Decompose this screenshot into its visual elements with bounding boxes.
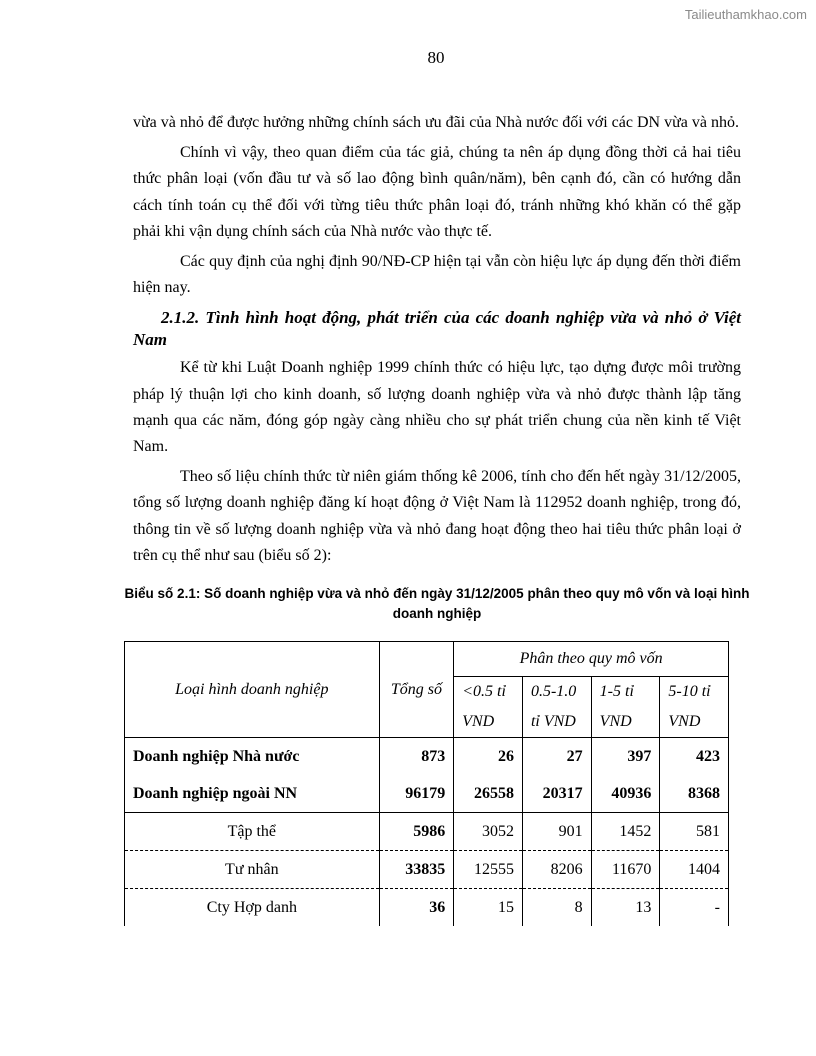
header-total: Tổng số — [379, 642, 454, 738]
row-c4: 8368 — [660, 775, 729, 813]
header-capital-3: 1-5 tỉ VND — [591, 677, 660, 738]
row-c3: 40936 — [591, 775, 660, 813]
row-total: 873 — [379, 738, 454, 776]
row-name: Tư nhân — [125, 851, 380, 889]
table-caption: Biểu số 2.1: Số doanh nghiệp vừa và nhỏ đến ngày 31/12/2005 phân theo quy mô vốn và loại hình doanh nghiệp — [124, 586, 750, 621]
row-name: Tập thể — [125, 813, 380, 851]
row-c4: 581 — [660, 813, 729, 851]
row-total: 96179 — [379, 775, 454, 813]
row-total: 33835 — [379, 851, 454, 889]
table-row — [125, 889, 729, 927]
paragraph: Các quy định của nghị định 90/NĐ-CP hiện tại vẫn còn hiệu lực áp dụng đến thời điểm hiện nay. — [133, 253, 741, 297]
document-body — [133, 110, 741, 569]
watermark: Tailieuthamkhao.com — [684, 7, 807, 22]
row-c4: 423 — [660, 738, 729, 776]
header-capital-4: 5-10 tỉ VND — [660, 677, 729, 738]
row-c2: 20317 — [522, 775, 591, 813]
row-c3: 11670 — [591, 851, 660, 889]
header-capital-group: Phân theo quy mô vốn — [454, 642, 729, 677]
row-name: Doanh nghiệp ngoài NN — [125, 775, 380, 813]
row-c2: 8206 — [522, 851, 591, 889]
row-c3: 397 — [591, 738, 660, 776]
paragraph: Theo số liệu chính thức từ niên giám thống kê 2006, tính cho đến hết ngày 31/12/2005, tổng số lượng doanh nghiệp đăng kí hoạt động ở Việt Nam là 112952 doanh nghiệp, trong đó, thông tin về số lượng doanh nghiệp vừa và nhỏ đang hoạt động theo hai tiêu thức phân loại ở trên cụ thể như sau (biểu số 2): — [133, 468, 741, 564]
table-row — [125, 738, 729, 776]
data-table — [124, 641, 729, 926]
row-c1: 15 — [454, 889, 523, 927]
row-total: 5986 — [379, 813, 454, 851]
table-row — [125, 813, 729, 851]
row-c1: 26 — [454, 738, 523, 776]
row-c2: 901 — [522, 813, 591, 851]
section-heading: 2.1.2. Tình hình hoạt động, phát triển của các doanh nghiệp vừa và nhỏ ở Việt Nam — [133, 308, 741, 350]
row-c3: 13 — [591, 889, 660, 927]
row-c4: - — [660, 889, 729, 927]
row-total: 36 — [379, 889, 454, 927]
header-type: Loại hình doanh nghiệp — [125, 642, 380, 738]
row-c1: 3052 — [454, 813, 523, 851]
row-c2: 27 — [522, 738, 591, 776]
row-name: Doanh nghiệp Nhà nước — [125, 738, 380, 776]
row-c4: 1404 — [660, 851, 729, 889]
row-c1: 12555 — [454, 851, 523, 889]
paragraph: Kể từ khi Luật Doanh nghiệp 1999 chính thức có hiệu lực, tạo dựng được môi trường pháp lý thuận lợi cho kinh doanh, số lượng doanh nghiệp vừa và nhỏ được thành lập tăng mạnh qua các năm, đóng góp ngày càng nhiều cho sự phát triển chung của nền kinh tế Việt Nam. — [133, 359, 741, 456]
paragraph: vừa và nhỏ để được hưởng những chính sách ưu đãi của Nhà nước đối với các DN vừa và nhỏ. — [133, 114, 739, 131]
row-c3: 1452 — [591, 813, 660, 851]
paragraph: Chính vì vậy, theo quan điểm của tác giả, chúng ta nên áp dụng đồng thời cả hai tiêu thức phân loại (vốn đầu tư và số lao động bình quân/năm), bên cạnh đó, cần có hướng dẫn cách tính toán cụ thể đối với từng tiêu thức phân loại đó, tránh những khó khăn có thể gặp phải khi vận dụng chính sách của Nhà nước vào thực tế. — [133, 144, 741, 240]
row-c2: 8 — [522, 889, 591, 927]
header-capital-1: <0.5 tỉ VND — [454, 677, 523, 738]
header-capital-2: 0.5-1.0 tỉ VND — [522, 677, 591, 738]
table-row — [125, 851, 729, 889]
row-name: Cty Hợp danh — [125, 889, 380, 927]
page-number: 80 — [427, 48, 445, 67]
table-row — [125, 775, 729, 813]
row-c1: 26558 — [454, 775, 523, 813]
